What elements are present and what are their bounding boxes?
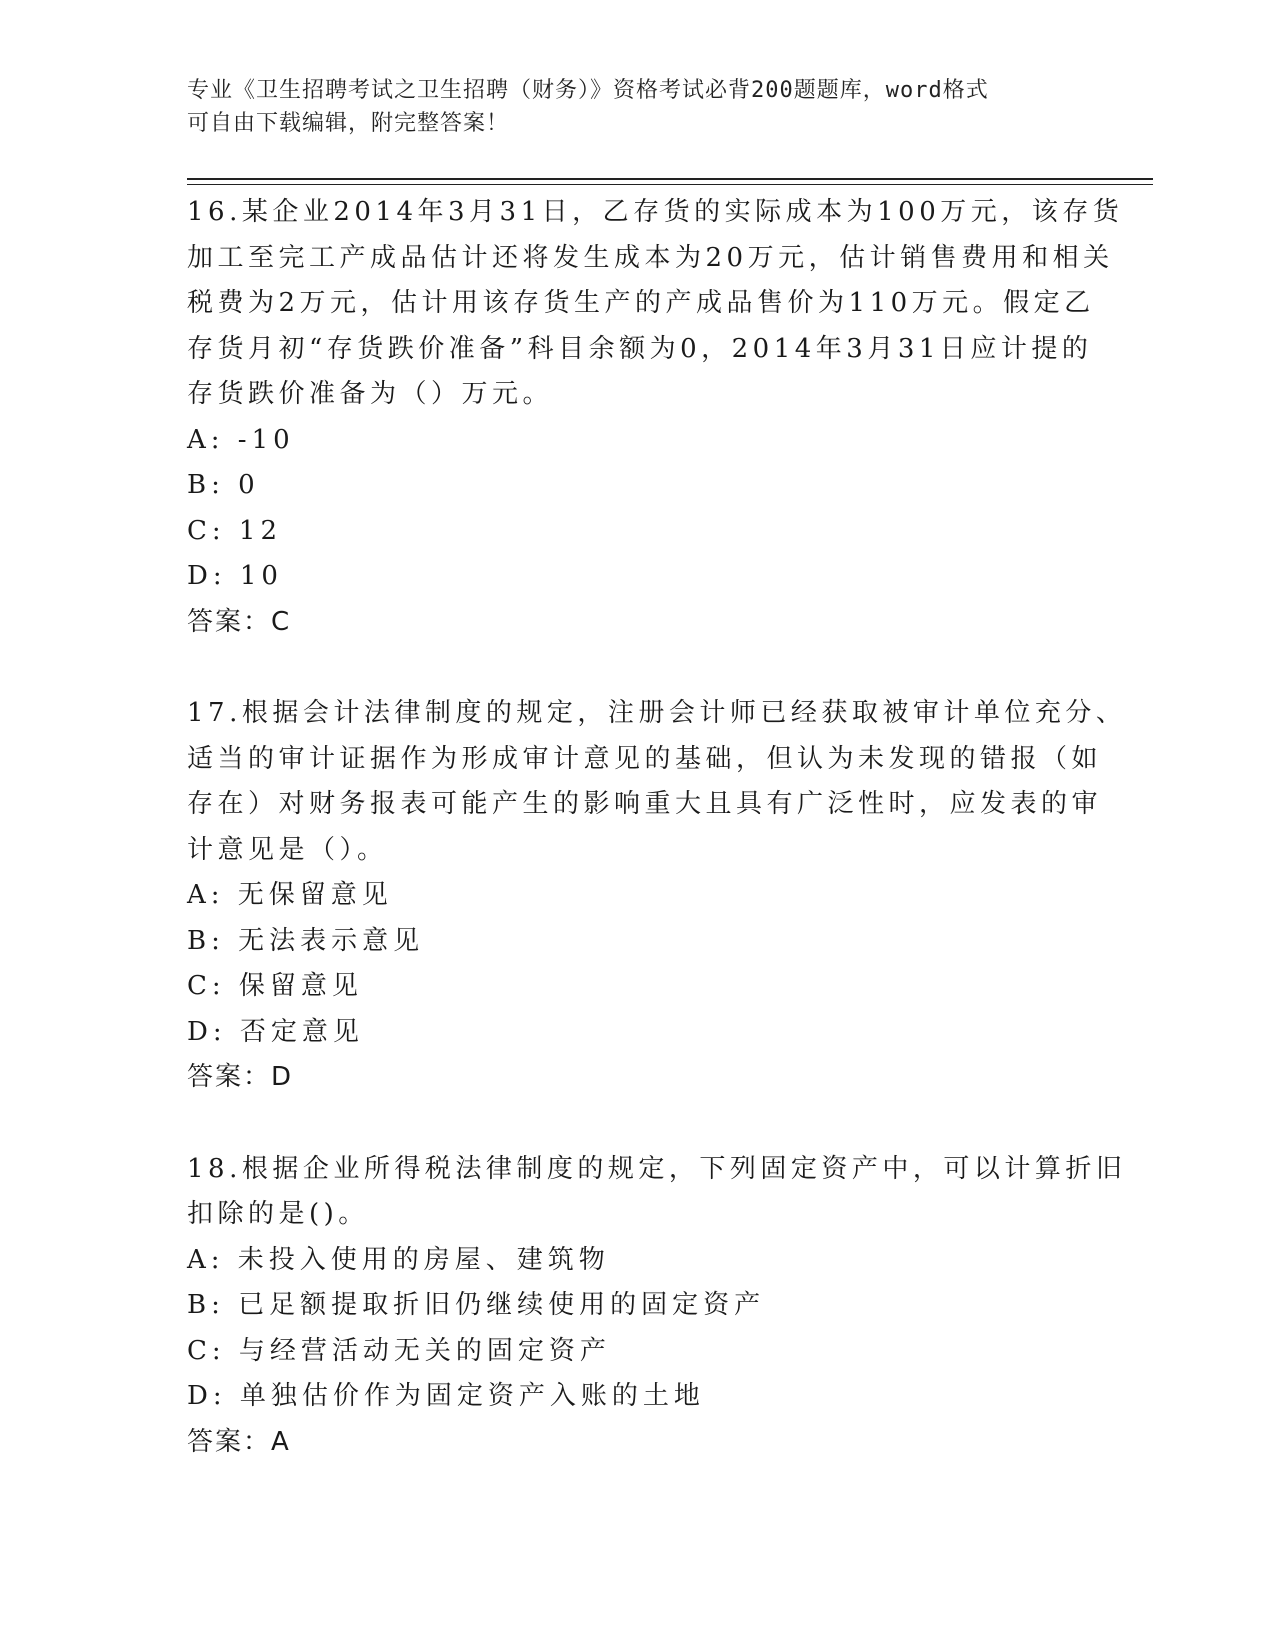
option-c: C: 12 [187,515,283,546]
question-text-line: 18.根据企业所得税法律制度的规定，下列固定资产中，可以计算折旧 [187,1153,1127,1184]
question-18 [187,1147,1127,1466]
question-17 [187,691,1127,1101]
answer-label: 答案：D [187,1062,294,1092]
question-text-line: 存货月初“存货跌价准备”科目余额为0，2014年3月31日应计提的 [187,333,1093,364]
option-d: D: 否定意见 [187,1016,364,1047]
question-text-line: 税费为2万元，估计用该存货生产的产成品售价为110万元。假定乙 [187,288,1095,318]
option-c: C: 与经营活动无关的固定资产 [187,1335,611,1366]
question-text-line: 扣除的是()。 [187,1199,369,1229]
document-header [187,74,1067,140]
option-a: A: 无保留意见 [187,880,393,910]
question-text-line: 适当的审计证据作为形成审计意见的基础，但认为未发现的错报（如 [187,743,1103,774]
question-text-line: 16.某企业2014年3月31日，乙存货的实际成本为100万元，该存货 [187,197,1124,227]
header-divider-thin [187,184,1153,185]
option-d: D: 10 [187,561,283,591]
question-text-line: 存在）对财务报表可能产生的影响重大且具有广泛性时，应发表的审 [187,789,1103,819]
question-text-line: 计意见是（）。 [187,834,388,865]
option-c: C: 保留意见 [187,971,363,1001]
answer-label: 答案：A [187,1426,291,1457]
option-b: B: 已足额提取折旧仍继续使用的固定资产 [187,1290,766,1320]
question-text-line: 加工至完工产成品估计还将发生成本为20万元，估计销售费用和相关 [187,242,1114,273]
question-list [187,190,1127,1465]
header-title-line-2: 可自由下载编辑，附完整答案！ [187,111,510,136]
question-16 [187,190,1124,645]
question-text-line: 17.根据会计法律制度的规定，注册会计师已经获取被审计单位充分、 [187,698,1127,728]
option-b: B: 无法表示意见 [187,925,425,956]
option-a: A: 未投入使用的房屋、建筑物 [187,1244,610,1275]
answer-label: 答案：C [187,606,292,637]
question-text-line: 存货跌价准备为（）万元。 [187,379,554,409]
header-title-line-1: 专业《卫生招聘考试之卫生招聘（财务）》资格考试必背200题题库，word格式 [187,78,989,103]
option-d: D: 单独估价作为固定资产入账的土地 [187,1381,705,1411]
option-a: A: -10 [187,424,295,455]
option-b: B: 0 [187,470,260,500]
header-divider-thick [187,178,1153,180]
